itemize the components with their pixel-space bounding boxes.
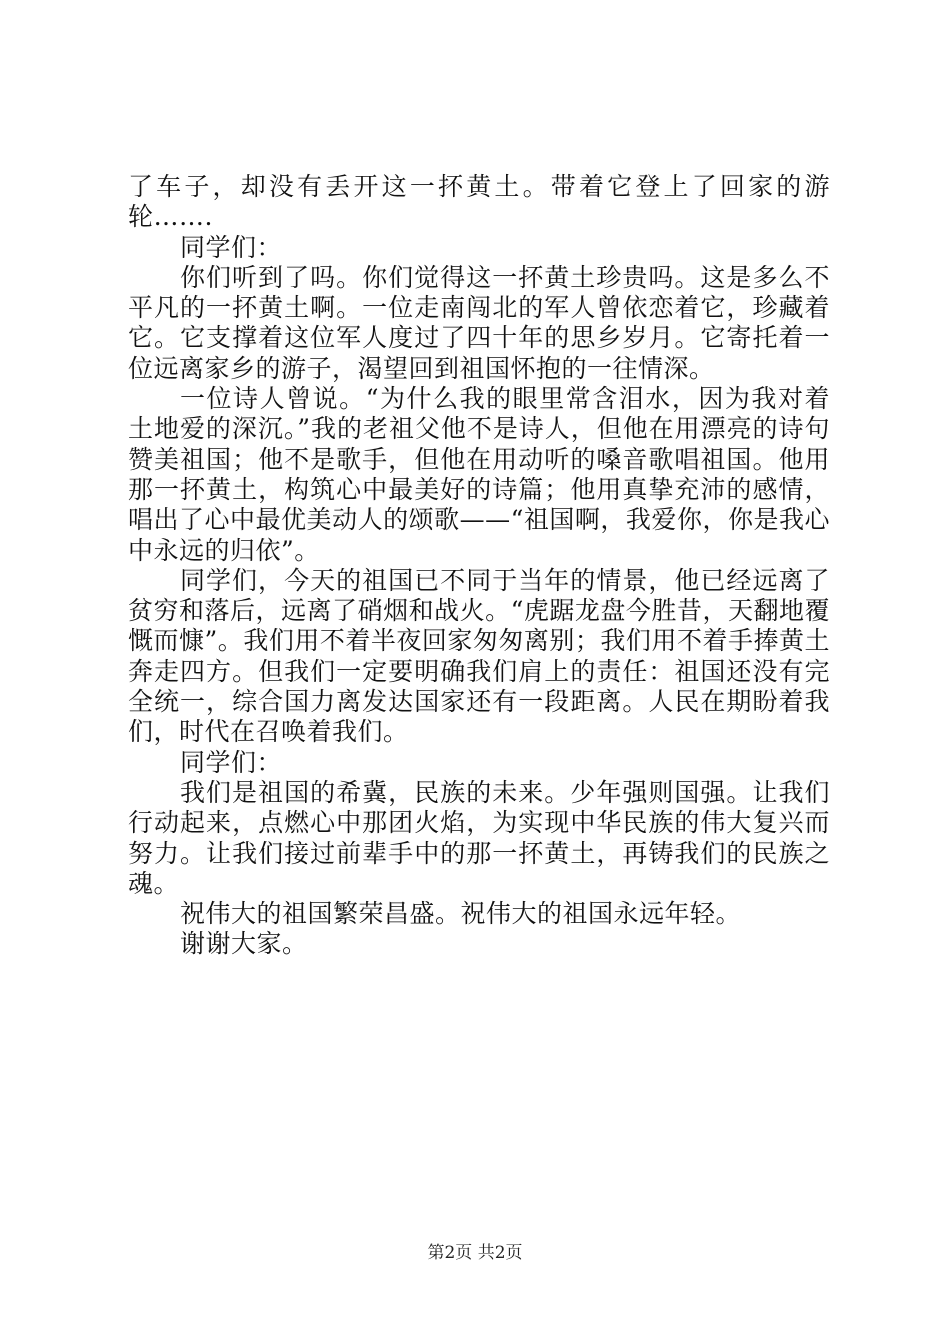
paragraph: 我们是祖国的希冀，民族的未来。少年强则国强。让我们行动起来，点燃心中那团火焰，为实现中华民族的伟大复兴而努力。让我们接过前辈手中的那一抔黄土，再铸我们的民族之魂。 — [128, 777, 830, 898]
page-number-footer: 第2页 共2页 — [427, 1243, 523, 1263]
paragraph: 一位诗人曾说。“为什么我的眼里常含泪水，因为我对着土地爱的深沉。”我的老祖父他不是诗人，但他在用漂亮的诗句赞美祖国；他不是歌手，但他在用动听的嗓音歌唱祖国。他用那一抔黄土，构筑心中最美好的诗篇；他用真挚充沛的感情，唱出了心中最优美动人的颂歌——“祖国啊，我爱你，你是我心中永远的归依”。 — [128, 384, 830, 565]
paragraph-closing-wish: 祝伟大的祖国繁荣昌盛。祝伟大的祖国永远年轻。 — [180, 899, 742, 929]
document-body — [128, 172, 830, 960]
paragraph: 你们听到了吗。你们觉得这一抔黄土珍贵吗。这是多么不平凡的一抔黄土啊。一位走南闯北的军人曾依恋着它，珍藏着它。它支撑着这位军人度过了四十年的思乡岁月。它寄托着一位远离家乡的游子，渴望回到祖国怀抱的一往情深。 — [128, 262, 830, 383]
paragraph-continuation: 了车子，却没有丢开这一抔黄土。带着它登上了回家的游轮……. — [128, 172, 830, 232]
paragraph-salutation: 同学们： — [180, 747, 283, 777]
paragraph-salutation: 同学们： — [180, 232, 283, 262]
paragraph: 同学们，今天的祖国已不同于当年的情景，他已经远离了贫穷和落后，远离了硝烟和战火。“虎踞龙盘今胜昔，天翻地覆慨而慷”。我们用不着半夜回家匆匆离别；我们用不着手捧黄土奔走四方。但我们一定要明确我们肩上的责任：祖国还没有完全统一，综合国力离发达国家还有一段距离。人民在期盼着我们，时代在召唤着我们。 — [128, 565, 830, 747]
paragraph-thanks: 谢谢大家。 — [180, 929, 308, 959]
